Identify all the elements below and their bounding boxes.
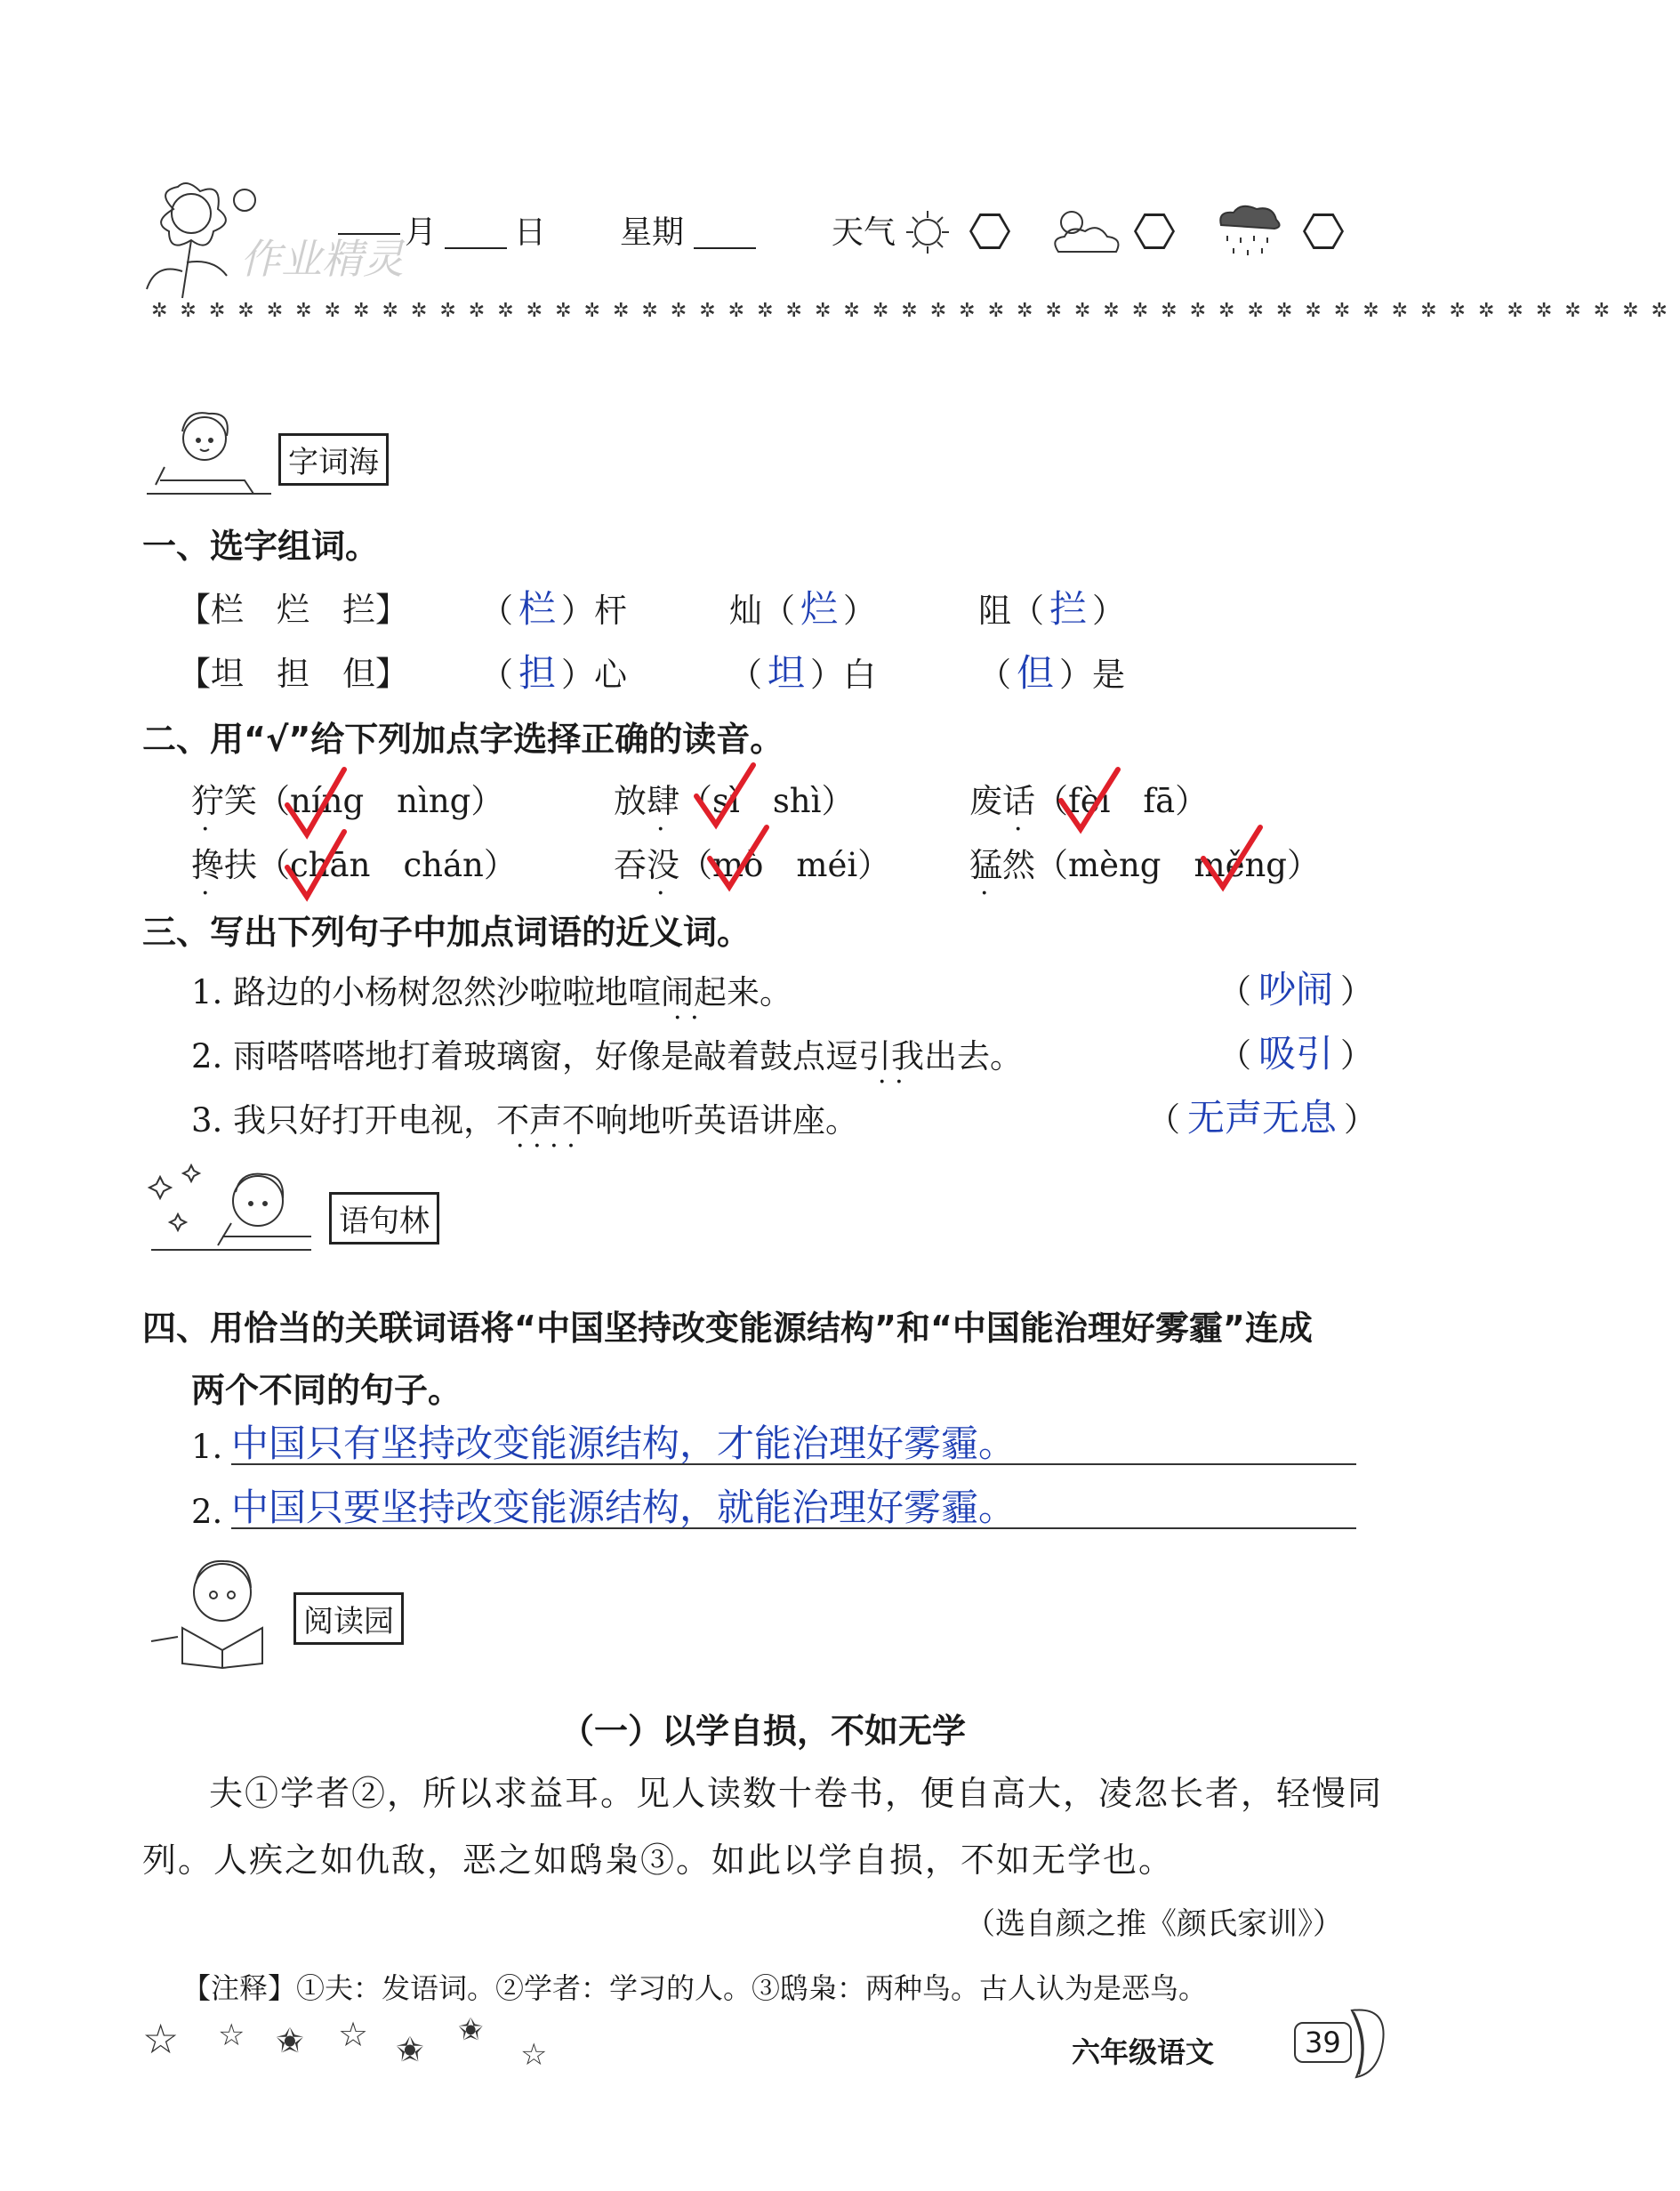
reading-source: （选自颜之推《颜氏家训》） — [965, 1906, 1343, 1942]
star-decoration-icon: ☆ — [142, 2015, 180, 2063]
q1-row1-item2: 灿（ 烂 ） — [729, 587, 877, 631]
answer-lan-3: 拦 — [1049, 587, 1088, 631]
q1-row2-options: 【坦 担 但】 — [178, 655, 408, 693]
q2-item-feihua: 废话（fèi fā） — [969, 782, 1209, 820]
section-label-yuedu: 阅读园 — [293, 1592, 404, 1645]
answer-dan-but: 但 — [1017, 651, 1055, 695]
day-label: 日 — [514, 214, 547, 251]
q2-item-fangsi: 放肆（sì shì） — [614, 782, 855, 820]
emphasis-dot: · — [656, 814, 665, 845]
q1-row2-item1: （ 担 ）心 — [480, 651, 628, 695]
child-reading-book-icon — [142, 1552, 302, 1672]
answer-tan: 坦 — [768, 651, 806, 695]
weather-checkbox-cloudy[interactable] — [1134, 213, 1175, 249]
girl-reading-icon — [138, 405, 280, 503]
q4-answer1: 中国只有坚持改变能源结构，才能治理好雾霾。 — [231, 1414, 1356, 1465]
emphasis-dot: · — [656, 878, 665, 909]
boy-writing-icon — [142, 1161, 320, 1254]
q4-num1: 1. — [191, 1428, 223, 1466]
q3-answer1: （ 吵闹 ） — [1218, 968, 1374, 1011]
weather-label: 天气 — [832, 214, 896, 251]
watermark-text: 作业精灵 — [240, 235, 404, 283]
star-decoration-icon: ☆ — [338, 2015, 369, 2054]
weekday-label: 星期 — [620, 214, 685, 251]
q1-title: 一、选字组词。 — [142, 527, 380, 566]
reading-notes: 【注释】①夫：发语词。②学者：学习的人。③鸱枭：两种鸟。古人认为是恶鸟。 — [182, 1971, 1208, 2005]
day-blank — [445, 247, 507, 249]
emphasis-dot: · — [201, 814, 210, 845]
q4-title-line2: 两个不同的句子。 — [191, 1371, 462, 1410]
emphasis-dot: · · — [673, 1003, 699, 1034]
emphasis-dot: · · · · — [516, 1131, 575, 1162]
q2-item-tunmo: 吞没（mò méi） — [614, 846, 891, 884]
q3-answer3: （ 无声无息 ） — [1147, 1096, 1378, 1140]
q2-title: 二、用“√”给下列加点字选择正确的读音。 — [142, 720, 784, 759]
q3-answer2: （ 吸引 ） — [1218, 1032, 1374, 1075]
star-decoration-icon: ✬ — [458, 2012, 484, 2048]
answer-dan: 担 — [518, 651, 557, 695]
q3-item3: 3. 我只好打开电视，不声不响地听英语讲座。 — [191, 1101, 859, 1140]
q2-item-chanfu: 搀扶（chān chán） — [191, 846, 517, 884]
weather-checkbox-rainy[interactable] — [1303, 213, 1344, 249]
section-label-zici: 字词海 — [278, 433, 389, 486]
emphasis-dot: · — [201, 878, 210, 909]
star-decoration-icon: ☆ — [218, 2018, 245, 2053]
star-decoration-icon: ✬ — [396, 2030, 424, 2069]
weather-checkbox-sunny[interactable] — [969, 213, 1010, 249]
month-label: 月 — [405, 214, 438, 251]
emphasis-dot: · · — [878, 1067, 904, 1098]
q3-item1: 1. 路边的小杨树忽然沙啦啦地喧闹起来。 — [191, 973, 793, 1011]
q4-answer2: 中国只要坚持改变能源结构，就能治理好雾霾。 — [231, 1478, 1356, 1529]
weekday-blank — [694, 247, 756, 249]
q3-title: 三、写出下列句子中加点词语的近义词。 — [142, 913, 752, 952]
q2-item-ningxiao: 狞笑（níng nìng） — [191, 782, 504, 820]
month-blank — [338, 233, 400, 235]
reading-paragraph-line2: 列。人疾之如仇敌，恶之如鸱枭③。如此以学自损，不如无学也。 — [142, 1841, 1175, 1880]
checkmark-icon — [703, 823, 774, 894]
emphasis-dot: · — [1014, 814, 1023, 845]
cloudy-sun-icon — [1045, 203, 1125, 261]
checkmark-icon — [1054, 765, 1125, 836]
reading-title: （一）以学自损，不如无学 — [560, 1712, 967, 1751]
q1-row1-item3: 阻（ 拦 ） — [978, 587, 1126, 631]
section-label-yuju: 语句林 — [329, 1192, 439, 1245]
q4-num2: 2. — [191, 1493, 223, 1531]
grade-subject-label: 六年级语文 — [1072, 2035, 1215, 2069]
leaf-decoration-icon — [1343, 2002, 1396, 2082]
page-number: 39 — [1294, 2022, 1352, 2063]
q1-row2-item3: （ 但 ）是 — [978, 651, 1126, 695]
answer-lan-1: 栏 — [518, 587, 557, 631]
emphasis-dot: · — [980, 878, 989, 909]
header-divider: ✲✲✲✲✲✲✲✲✲✲✲✲✲✲✲✲✲✲✲✲✲✲✲✲✲✲✲✲✲✲✲✲✲✲✲✲✲✲✲✲✲✲✲✲✲✲✲✲✲✲✲✲✲ — [151, 300, 1680, 322]
checkmark-icon — [280, 827, 351, 903]
q2-item-mengran: 猛然（mèng měng） — [969, 846, 1320, 884]
q1-row1-item1: （ 栏 ）杆 — [480, 587, 628, 631]
q4-title-line1: 四、用恰当的关联词语将“中国坚持改变能源结构”和“中国能治理好雾霾”连成 — [142, 1309, 1313, 1348]
answer-lan-2: 烂 — [800, 587, 839, 631]
reading-paragraph-line1: 夫①学者②，所以求益耳。见人读数十卷书，便自高大，凌忽长者，轻慢同 — [209, 1774, 1384, 1813]
star-decoration-icon: ☆ — [520, 2037, 548, 2073]
q3-item2: 2. 雨嗒嗒嗒地打着玻璃窗，好像是敲着鼓点逗引我出去。 — [191, 1037, 1024, 1075]
q1-row2-item2: （ 坦 ）白 — [729, 651, 877, 695]
checkmark-icon — [1196, 823, 1267, 894]
q1-row1-options: 【栏 烂 拦】 — [178, 591, 408, 629]
checkmark-icon — [689, 761, 760, 832]
sun-icon — [903, 207, 953, 257]
rain-icon — [1214, 200, 1285, 262]
star-decoration-icon: ✬ — [276, 2021, 304, 2060]
